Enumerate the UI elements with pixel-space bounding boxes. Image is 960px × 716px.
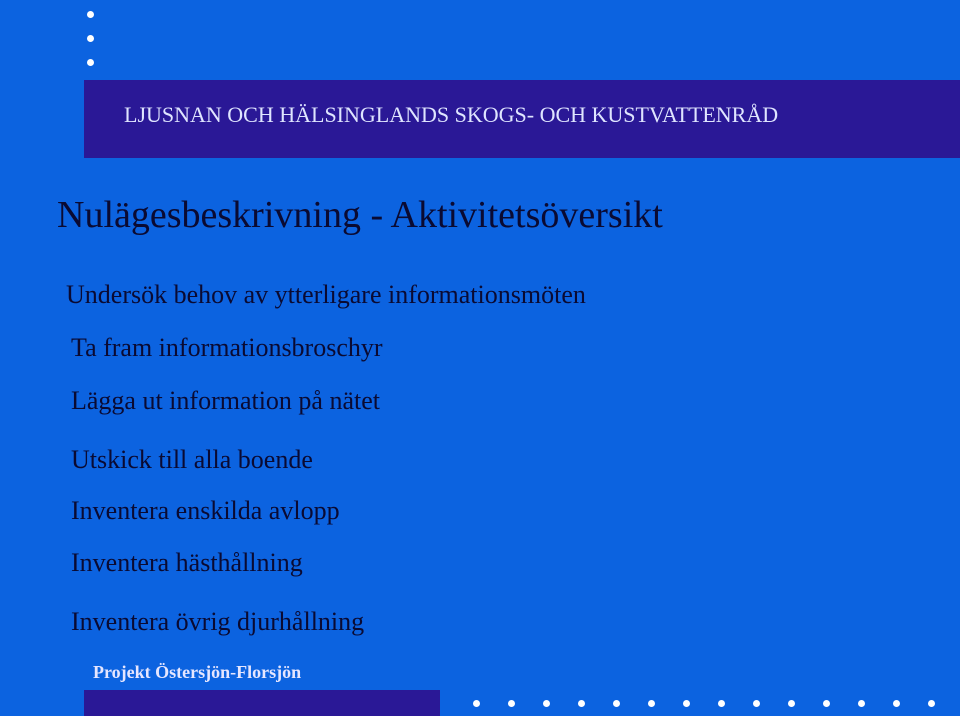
footer-band: [84, 690, 440, 716]
decor-dot-bottom-4: [578, 700, 585, 707]
decor-dot-top-2: [87, 35, 94, 42]
bullet-item: Ta fram informationsbroschyr: [71, 333, 383, 362]
bullet-item: Utskick till alla boende: [71, 445, 313, 474]
decor-dot-bottom-5: [613, 700, 620, 707]
bullet-item: Undersök behov av ytterligare informationsmöten: [66, 280, 586, 309]
bullet-item: Inventera övrig djurhållning: [71, 607, 365, 636]
decor-dot-bottom-7: [683, 700, 690, 707]
slide-header: LJUSNAN OCH HÄLSINGLANDS SKOGS- OCH KUSTVATTENRÅD: [124, 102, 779, 127]
slide-footer: Projekt Östersjön-Florsjön: [93, 662, 302, 682]
decor-dot-top-1: [87, 11, 94, 18]
decor-dot-bottom-6: [648, 700, 655, 707]
decor-dot-top-3: [87, 59, 94, 66]
decor-dot-bottom-14: [928, 700, 935, 707]
decor-dot-bottom-12: [858, 700, 865, 707]
bullet-item: Inventera hästhållning: [71, 548, 303, 577]
bullet-item: Lägga ut information på nätet: [71, 386, 381, 415]
decor-dot-bottom-11: [823, 700, 830, 707]
bullet-item: Inventera enskilda avlopp: [71, 496, 340, 525]
decor-dot-bottom-10: [788, 700, 795, 707]
decor-dot-bottom-2: [508, 700, 515, 707]
decor-dot-bottom-9: [753, 700, 760, 707]
decor-dot-bottom-3: [543, 700, 550, 707]
decor-dot-bottom-8: [718, 700, 725, 707]
decor-dot-bottom-1: [473, 700, 480, 707]
decor-dot-bottom-13: [893, 700, 900, 707]
slide-title: Nulägesbeskrivning - Aktivitetsöversikt: [57, 194, 663, 236]
